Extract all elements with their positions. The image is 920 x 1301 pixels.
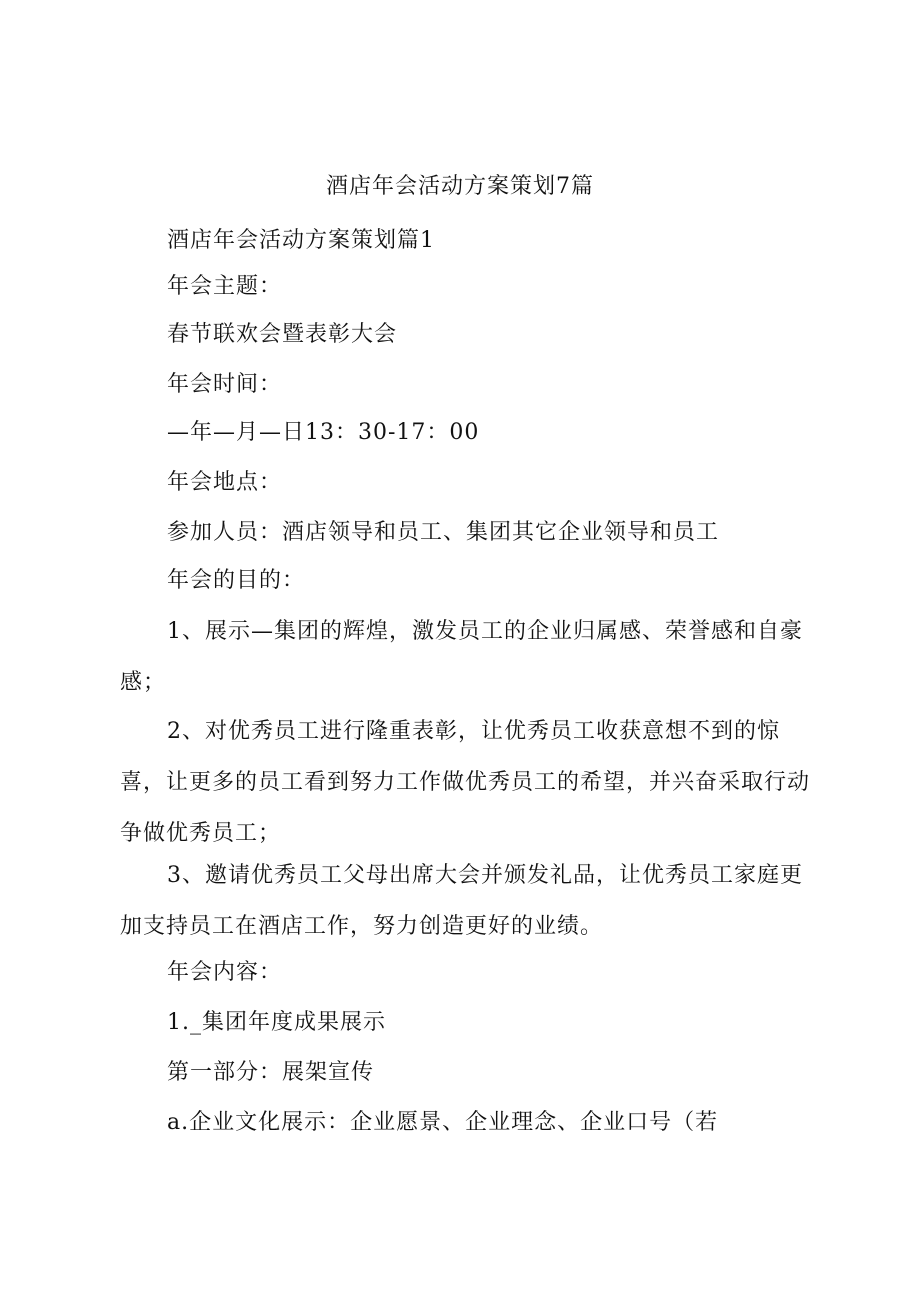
theme-value: 春节联欢会暨表彰大会 [167, 322, 398, 347]
time-label: 年会时间： [167, 372, 283, 397]
part-one-heading: 第一部分：展架宣传 [167, 1060, 375, 1085]
time-value: —年—月—日13：30-17：00 [167, 420, 480, 445]
purpose-item-3: 3、邀请优秀员工父母出席大会并颁发礼品，让优秀员工家庭更加支持员工在酒店工作，努力创造更好的业绩。 [120, 863, 803, 939]
place-label: 年会地点： [167, 470, 283, 495]
document-title: 酒店年会活动方案策划7篇 [326, 174, 594, 199]
content-item-1: 1._集团年度成果展示 [167, 1010, 386, 1035]
purpose-item-2: 2、对优秀员工进行隆重表彰，让优秀员工收获意想不到的惊喜，让更多的员工看到努力工作做优秀员工的希望，并兴奋采取行动争做优秀员工； [120, 719, 811, 846]
item-a: a.企业文化展示：企业愿景、企业理念、企业口号（若 [167, 1110, 719, 1135]
content-label: 年会内容： [167, 960, 283, 985]
purpose-item-1: 1、展示—集团的辉煌，激发员工的企业归属感、荣誉感和自豪感； [120, 619, 803, 695]
purpose-label: 年会的目的： [167, 568, 306, 593]
attendees-line: 参加人员：酒店领导和员工、集团其它企业领导和员工 [167, 520, 720, 545]
section-heading: 酒店年会活动方案策划篇1 [167, 228, 435, 253]
theme-label: 年会主题： [167, 274, 283, 299]
